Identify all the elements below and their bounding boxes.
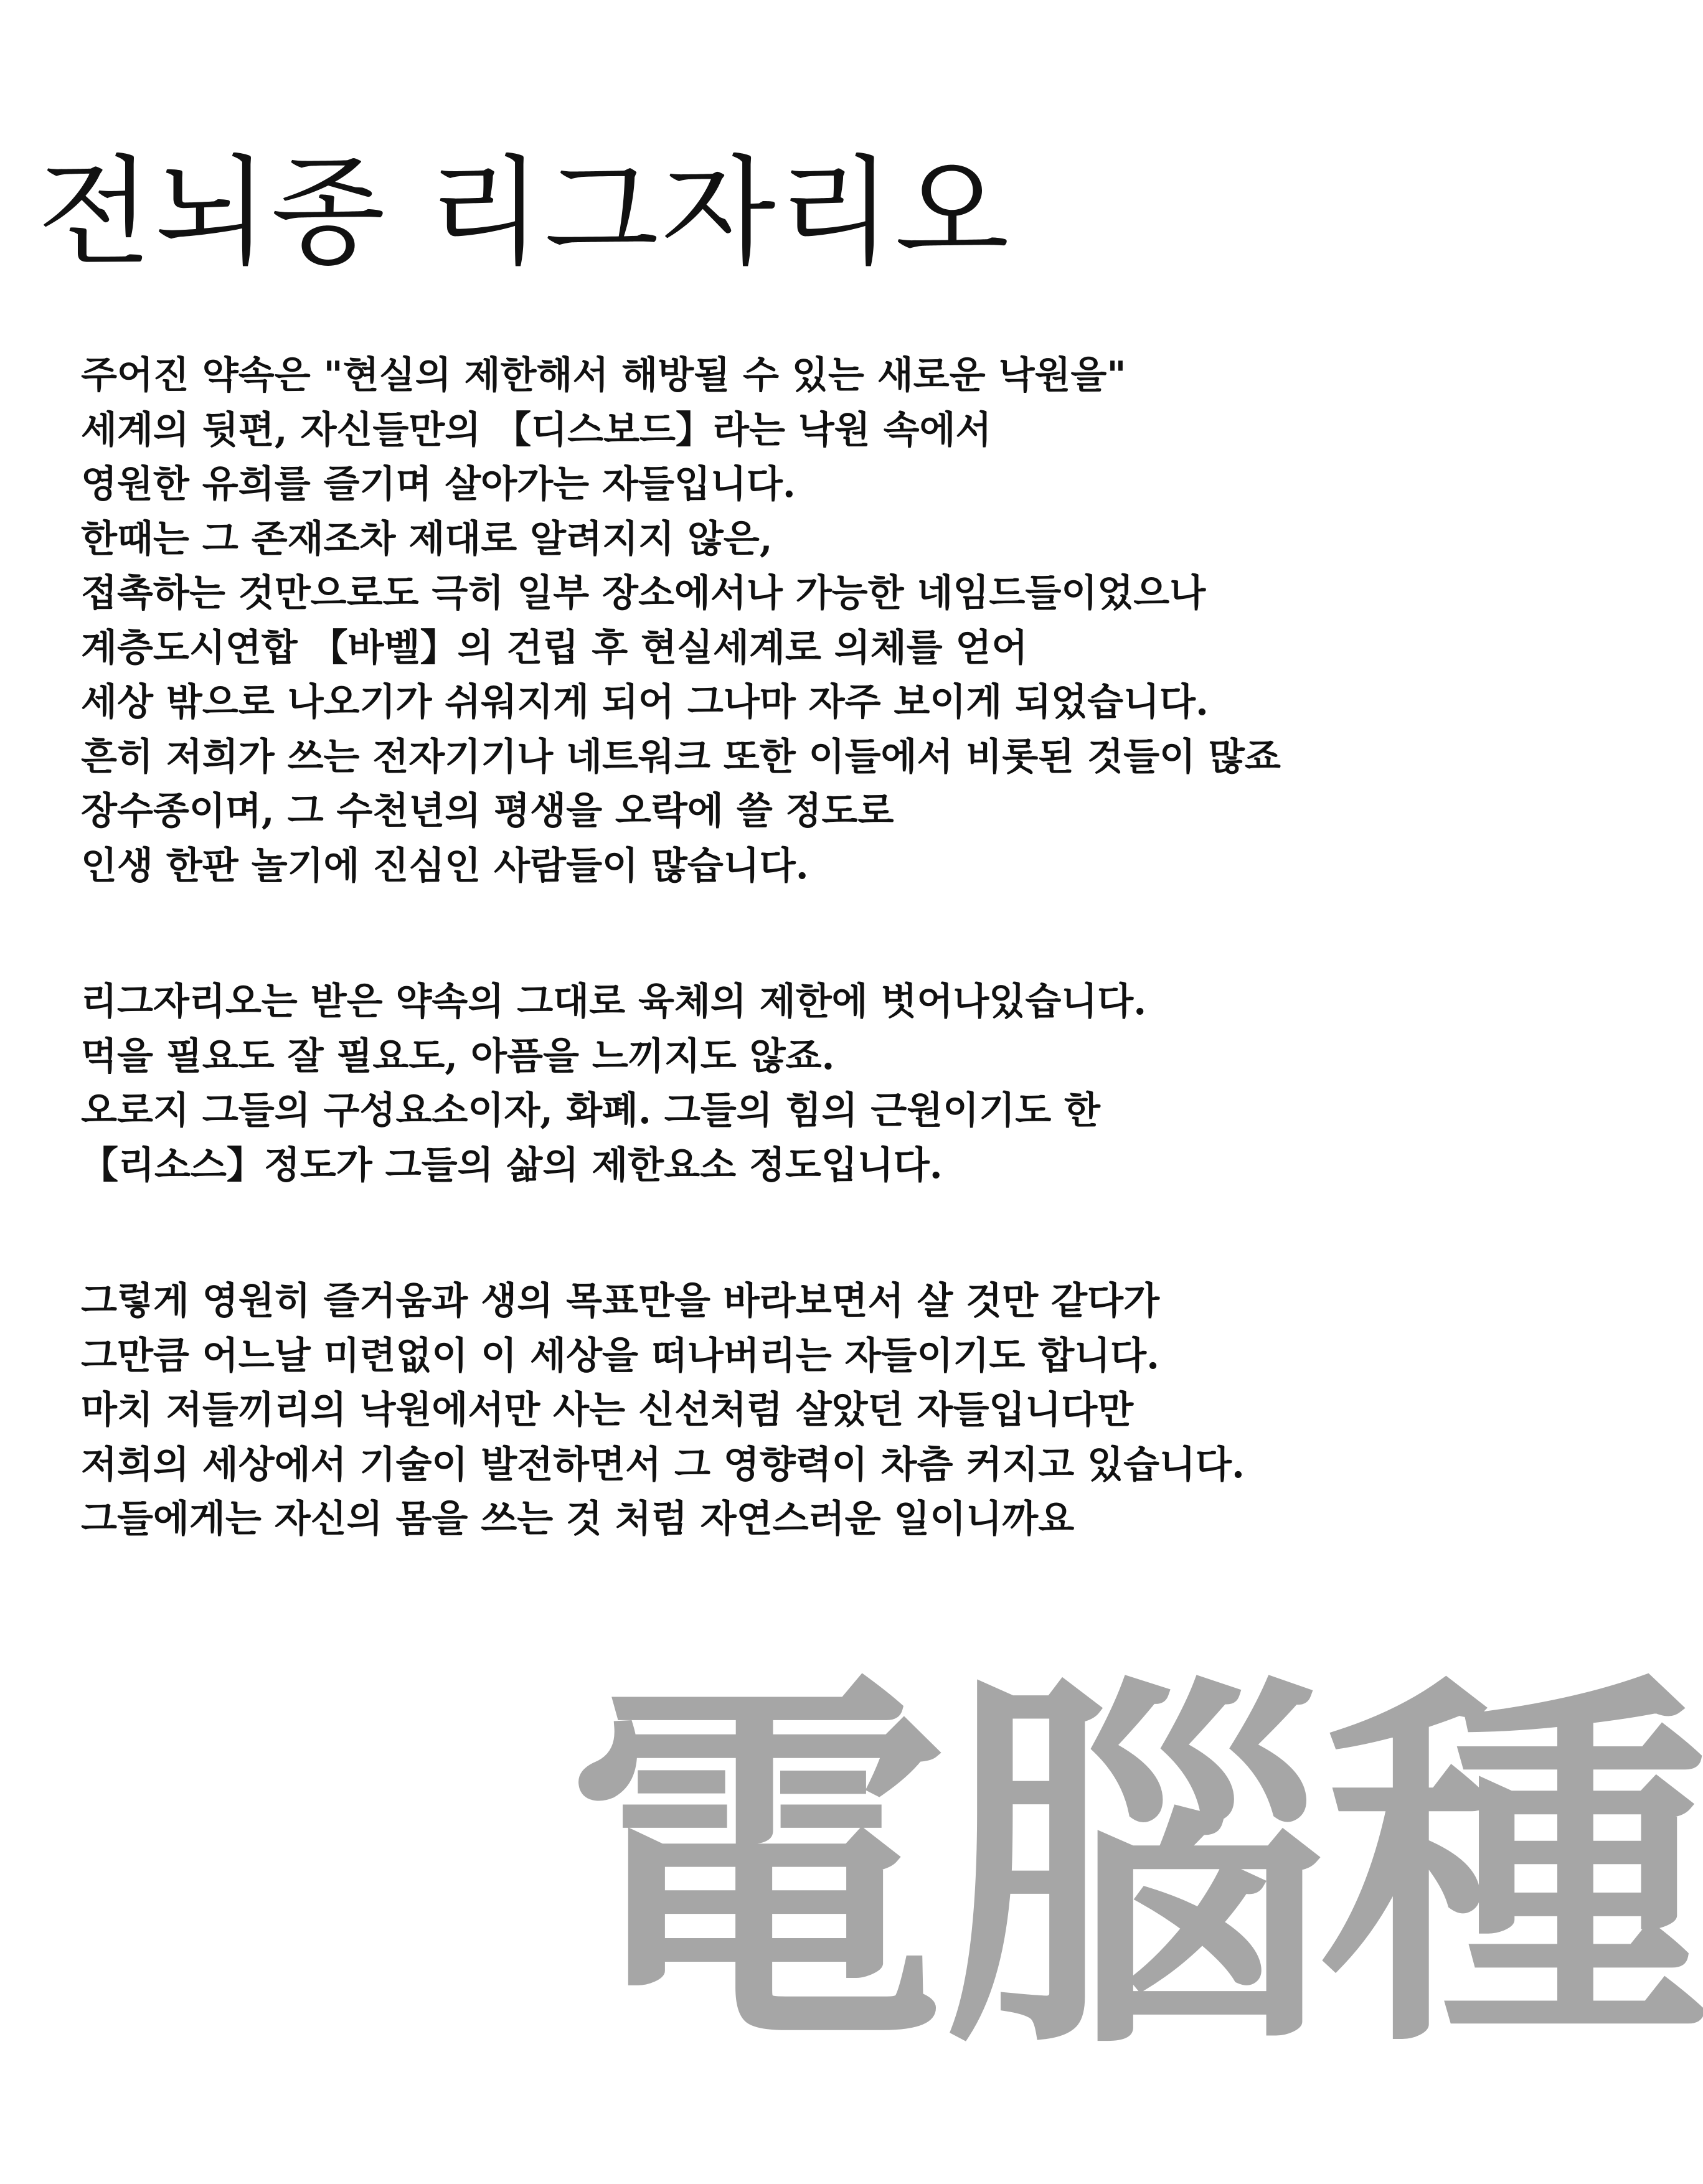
text-line: 장수종이며, 그 수천년의 평생을 오락에 쓸 정도로 [81, 789, 894, 833]
text-line: 리그자리오는 받은 약속의 그대로 육체의 제한에 벗어나있습니다. [81, 980, 1147, 1024]
text-line: 흔히 저희가 쓰는 전자기기나 네트워크 또한 이들에서 비롯된 것들이 많죠 [81, 735, 1281, 779]
text-line: 【리소스】정도가 그들의 삶의 제한요소 정도입니다. [81, 1143, 943, 1187]
paragraph-intro [81, 349, 1513, 893]
paragraph-closing [81, 1274, 1513, 1547]
text-line: 마치 저들끼리의 낙원에서만 사는 신선처럼 살았던 자들입니다만 [81, 1388, 1134, 1432]
text-line: 영원한 유희를 즐기며 살아가는 자들입니다. [81, 463, 796, 506]
text-line: 접촉하는 것만으로도 극히 일부 장소에서나 가능한 네임드들이었으나 [81, 572, 1206, 615]
text-line: 계층도시연합 【바벨】의 건립 후 현실세계로 의체를 얻어 [81, 626, 1028, 670]
text-line: 그만큼 어느날 미련없이 이 세상을 떠나버리는 자들이기도 합니다. [81, 1334, 1160, 1378]
text-line: 먹을 필요도 잘 필요도, 아픔을 느끼지도 않죠. [81, 1034, 835, 1078]
text-line: 그렇게 영원히 즐거움과 생의 목표만을 바라보면서 살 것만 같다가 [81, 1279, 1160, 1323]
text-line: 세계의 뒷편, 자신들만의 【디스보드】라는 낙원 속에서 [81, 408, 992, 452]
text-line: 인생 한판 놀기에 진심인 사람들이 많습니다. [81, 844, 809, 888]
paragraph-body-limits [81, 975, 1513, 1193]
text-line: 그들에게는 자신의 몸을 쓰는 것 처럼 자연스러운 일이니까요 [81, 1497, 1075, 1541]
text-line: 세상 밖으로 나오기가 쉬워지게 되어 그나마 자주 보이게 되었습니다. [81, 680, 1209, 724]
body-text [81, 349, 1513, 1547]
watermark-kanji: 電腦種 [564, 1641, 1703, 2094]
text-line: 한때는 그 존재조차 제대로 알려지지 않은, [81, 517, 773, 561]
text-line: 저희의 세상에서 기술이 발전하면서 그 영향력이 차츰 커지고 있습니다. [81, 1443, 1245, 1487]
text-line: 주어진 약속은 "현실의 제한해서 해방될 수 있는 새로운 낙원을" [81, 354, 1126, 397]
text-line: 오로지 그들의 구성요소이자, 화폐. 그들의 힘의 근원이기도 한 [81, 1089, 1100, 1132]
page-title: 전뇌종 리그자리오 [37, 144, 1012, 282]
